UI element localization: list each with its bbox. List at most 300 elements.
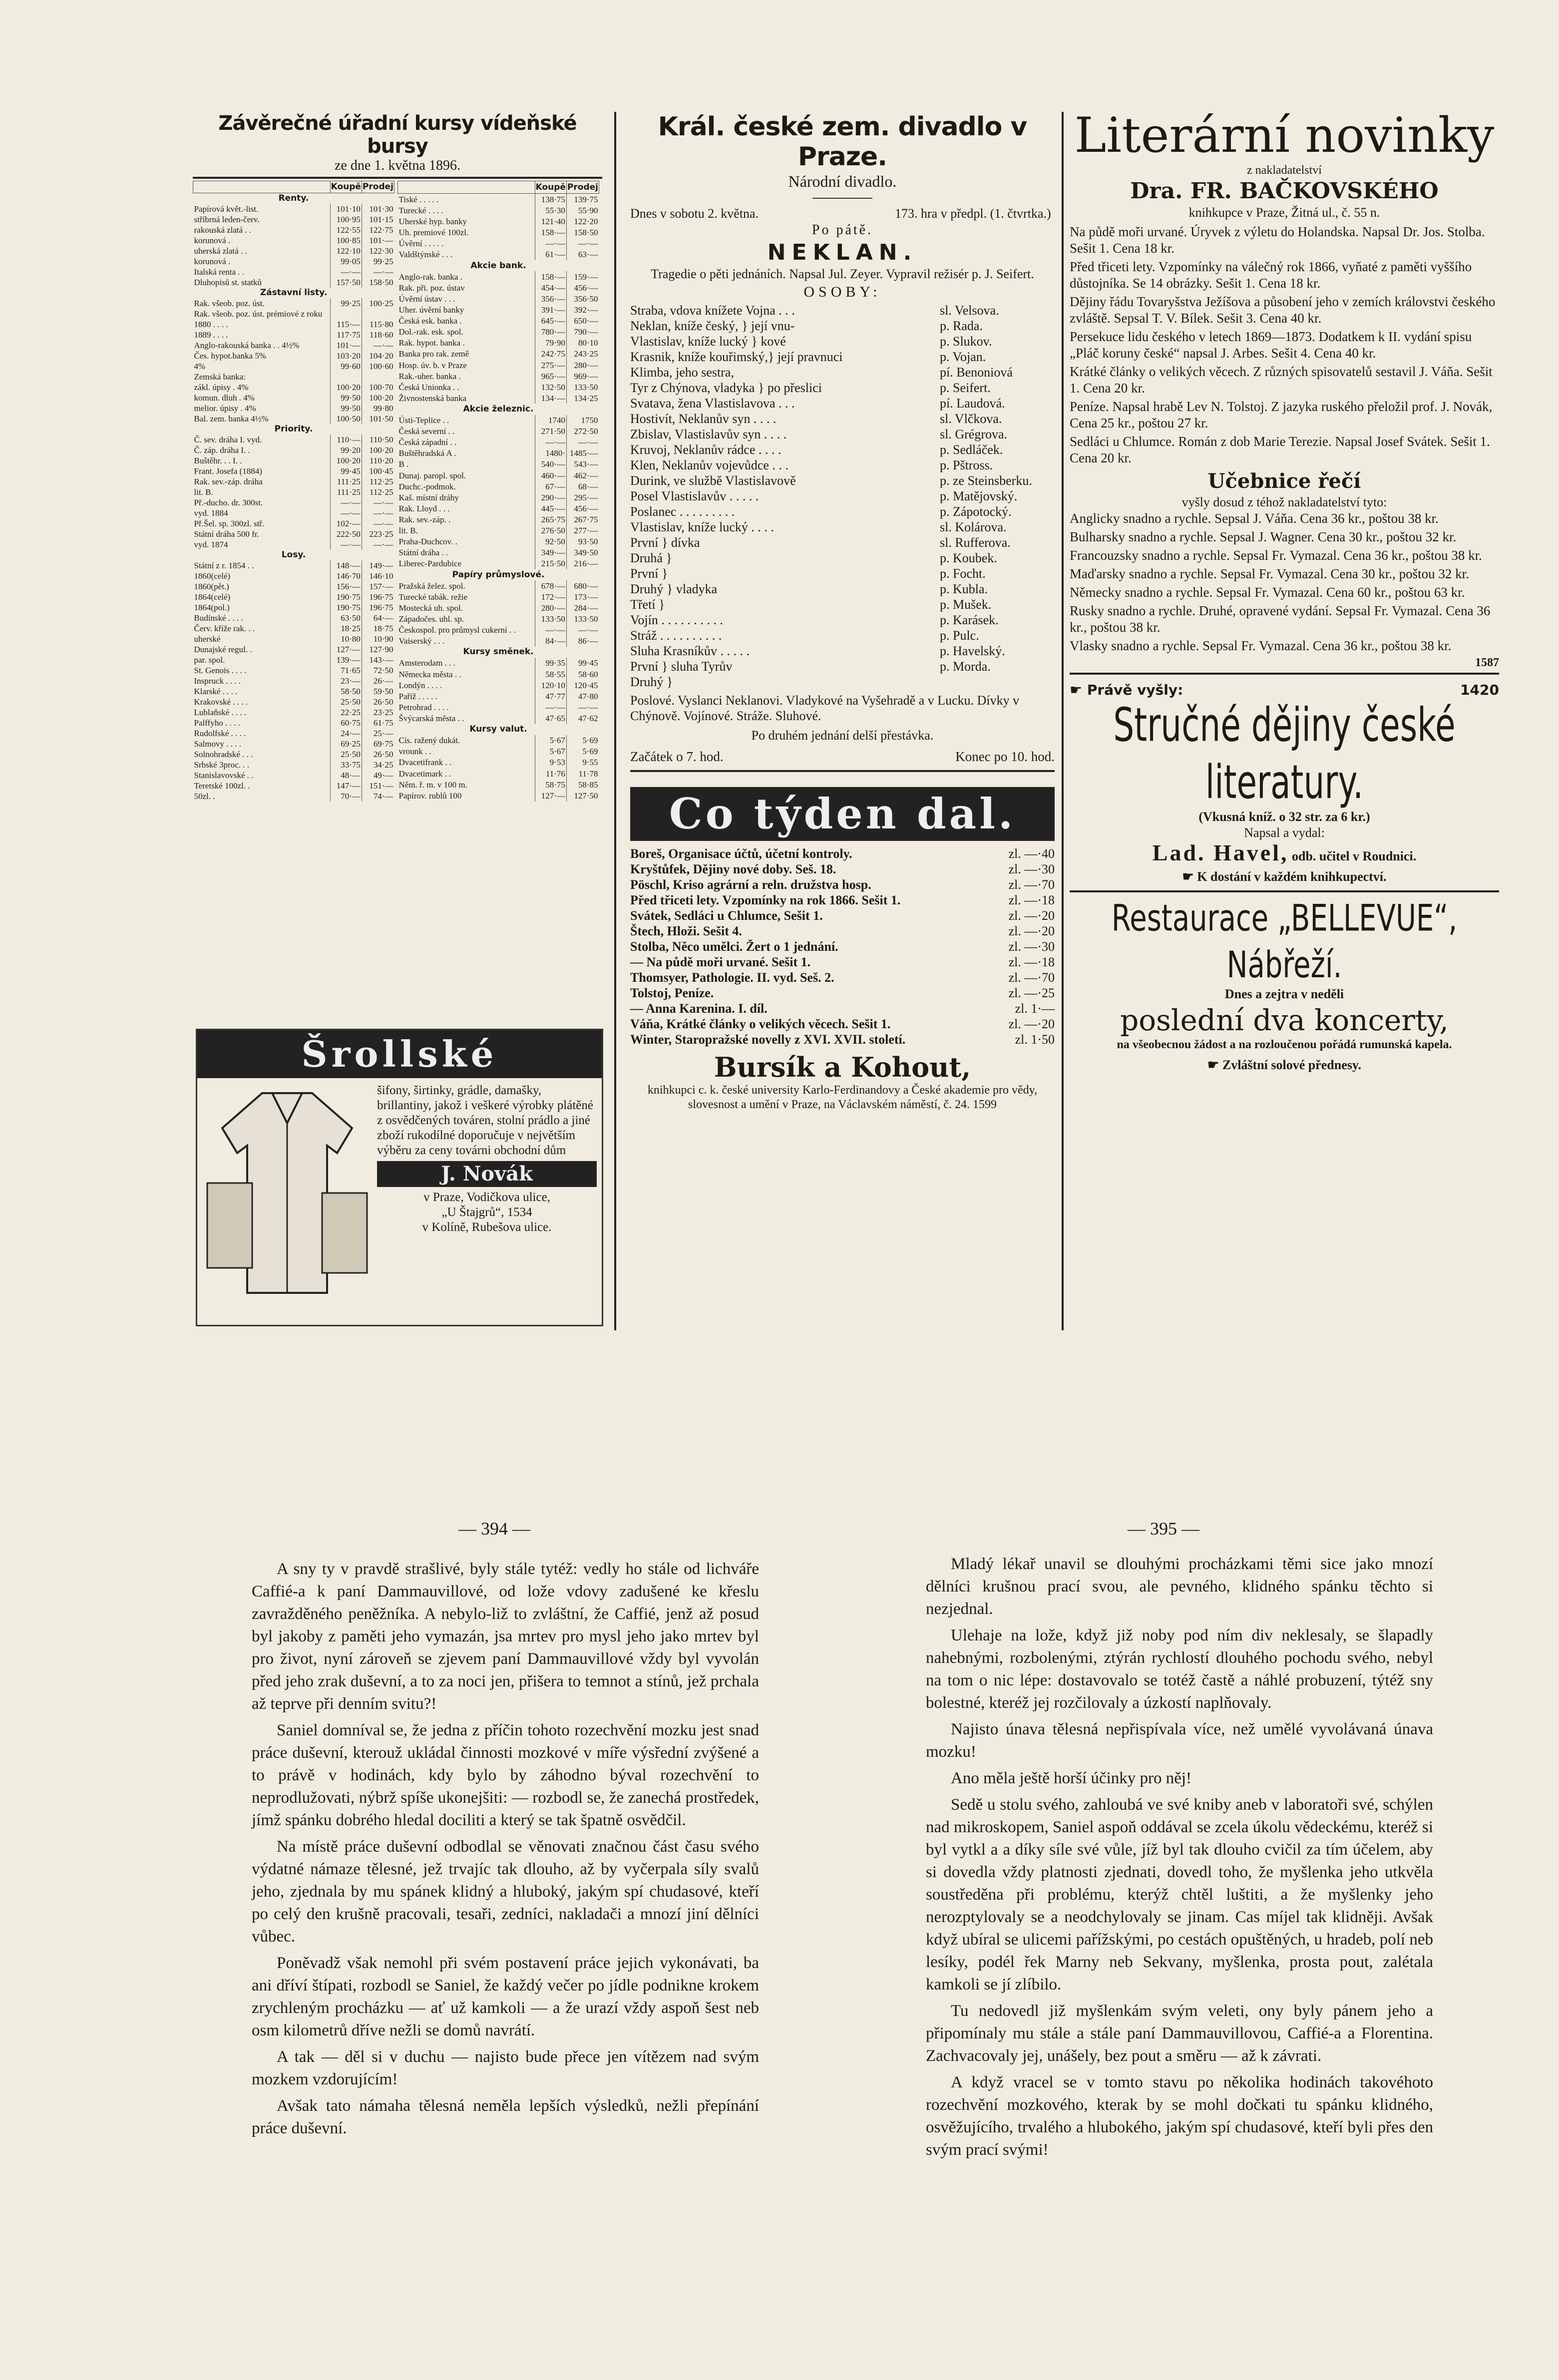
kursy-prodej: 122·75 bbox=[362, 225, 394, 235]
kursy-row bbox=[398, 558, 599, 569]
kursy-row bbox=[193, 749, 394, 760]
kursy-name: vyd. 1884 bbox=[194, 508, 228, 518]
kursy-name: Př.Šel. sp. 300zl. stř. bbox=[194, 519, 265, 528]
week-item-title: — Anna Karenina. I. díl. bbox=[630, 1001, 768, 1016]
kursy-prodej: 216·— bbox=[566, 558, 599, 569]
kursy-name: Německa města . . bbox=[398, 669, 461, 679]
story-paragraph: Najisto únava tělesná nepřispívala více, než umělé vyvolávaná únava mozku! bbox=[926, 1720, 1433, 1761]
story-paragraph: Mladý lékař unavil se dlouhými procházkami těmi sice jako mnozí dělníci krušnou prací svou, ale pevného, klidného spánku těchto si nezjednal. bbox=[926, 1555, 1433, 1618]
pointing-hand-icon-2: ☛ bbox=[1182, 869, 1197, 884]
kursy-prodej: 74·— bbox=[362, 791, 394, 801]
kursy-koupe: 146·70 bbox=[330, 571, 362, 581]
kursy-koupe: —·— bbox=[330, 267, 362, 277]
kursy-row bbox=[398, 205, 599, 216]
kursy-row bbox=[398, 194, 599, 205]
kursy-name: Krakovské . . . . bbox=[194, 697, 248, 707]
theatre-series: Po pátě. bbox=[811, 222, 873, 238]
story-left bbox=[252, 1558, 759, 2144]
story-paragraph: A když vracel se v tomto stavu po několika hodinách takovéhoto rozechvění mozkového, kterak by se mohl dočkati tu spánku klidného, osvěžujícího, trvalého a hlubokého, jakým spí chudasové, kteří byli přes den svým prací svými! bbox=[926, 2073, 1433, 2159]
kursy-prodej: 196·75 bbox=[362, 602, 394, 613]
kursy-name: Uherské hyp. banky bbox=[398, 217, 467, 227]
kursy-koupe: 122·55 bbox=[330, 225, 362, 235]
kursy-koupe: 103·20 bbox=[330, 351, 362, 361]
language-book-item: Maďarsky snadno a rychle. Sepsal Fr. Vymazal. Cena 30 kr., poštou 32 kr. bbox=[1070, 566, 1469, 581]
kursy-koupe: 1480· bbox=[535, 448, 566, 459]
kursy-row bbox=[398, 360, 599, 371]
kursy-prodej: —·— bbox=[362, 340, 394, 351]
kursy-prodej: —·— bbox=[362, 497, 394, 508]
kursy-row bbox=[193, 235, 394, 246]
cast-actor: p. Koubek. bbox=[940, 551, 997, 565]
kursy-prodej: 146·10 bbox=[362, 571, 394, 581]
cast-actor: sl. Velsova. bbox=[940, 303, 999, 318]
kursy-row bbox=[398, 382, 599, 393]
kursy-koupe: 99·05 bbox=[330, 256, 362, 267]
kursy-prodej: 112·25 bbox=[362, 476, 394, 487]
kursy-name: Č. sev. dráha I. vyd. bbox=[194, 435, 262, 444]
kursy-koupe: 99·50 bbox=[330, 393, 362, 403]
kursy-name: Dol.-rak. esk. spol. bbox=[398, 327, 463, 337]
kursy-name: Londýn . . . . bbox=[398, 680, 442, 690]
cast-actor: p. Mušek. bbox=[940, 597, 992, 612]
week-item bbox=[630, 908, 1055, 923]
kursy-koupe: 127·— bbox=[535, 790, 566, 801]
kursy-koupe: 18·25 bbox=[330, 623, 362, 634]
kursy-koupe: 48·— bbox=[330, 770, 362, 781]
kursy-name: 4% bbox=[194, 362, 206, 371]
kursy-prodej: 133·50 bbox=[566, 613, 599, 624]
kursy-name: stříbrná leden-červ. bbox=[194, 215, 260, 224]
kursy-row bbox=[193, 508, 394, 518]
kursy-name: Cís. ražený dukát. bbox=[398, 736, 460, 746]
kursy-name: St. Genois . . . . bbox=[194, 666, 247, 675]
kursy-name: Ústi-Teplice . . bbox=[398, 415, 449, 425]
kursy-name: lit. B. bbox=[398, 526, 418, 536]
kursy-name: 1889 . . . . bbox=[194, 330, 228, 340]
literary-item: Persekuce lidu českého v letech 1869—1873. Dodatkem k II. vydání spisu „Pláč koruny české“ napsal J. Arbes. Sešit 4. Cena 40 kr. bbox=[1070, 329, 1472, 361]
week-item-price: zl. —·20 bbox=[1008, 908, 1055, 923]
kursy-prodej: 356·50 bbox=[566, 293, 599, 304]
kursy-name: Živnostenská banka bbox=[398, 393, 466, 403]
week-item-price: zl. —·70 bbox=[1008, 970, 1055, 985]
kursy-row bbox=[398, 282, 599, 293]
kursy-koupe: 115·— bbox=[330, 319, 362, 330]
kursy-prodej: 100·20 bbox=[362, 393, 394, 403]
kursy-koupe: 540·— bbox=[535, 459, 566, 470]
kursy-koupe: 22·25 bbox=[330, 707, 362, 718]
kursy-prodej: 69·75 bbox=[362, 739, 394, 749]
cast-actor: p. Havelský. bbox=[940, 644, 1005, 658]
kursy-koupe: 265·75 bbox=[535, 514, 566, 525]
kursy-koupe: —·— bbox=[330, 508, 362, 518]
story-paragraph: Ulehaje na lože, když již noby pod ním div neklesaly, se šlapadly nahebnými, rozbolenými, ztýrán rychlostí dlouhého pochodu svého, nebyl na tom o nic lépe: dostavovalo se totéž častě a náhlé probuzení, týtéž sny bolestné, kteréž jej rozčilovaly a úzkostí naplňovaly. bbox=[926, 1626, 1433, 1712]
kursy-koupe: 454·— bbox=[535, 282, 566, 293]
kursy-prodej: 112·25 bbox=[362, 487, 394, 497]
kursy-row bbox=[193, 382, 394, 393]
kursy-row bbox=[398, 636, 599, 647]
kursy-row bbox=[193, 193, 394, 204]
kursy-koupe: 156·— bbox=[330, 581, 362, 592]
bellevue-title: Restaurace „BELLEVUE“, Nábřeží. bbox=[1111, 897, 1458, 987]
kursy-name: Rudolfské . . . . bbox=[194, 729, 246, 738]
cast-actor: p. Pštross. bbox=[940, 458, 993, 472]
kursy-koupe: 70·— bbox=[330, 791, 362, 801]
kursy-name: Petrohrad . . . . bbox=[398, 702, 449, 712]
kursy-row bbox=[398, 536, 599, 547]
kursy-row bbox=[193, 372, 394, 382]
week-item bbox=[630, 1016, 1055, 1032]
kursy-koupe: 99·35 bbox=[535, 658, 566, 669]
week-item-title: Štech, Hloži. Sešit 4. bbox=[630, 924, 742, 938]
bellevue-note: Zvláštní solové přednesy. bbox=[1222, 1058, 1361, 1072]
kursy-koupe: —·— bbox=[535, 238, 566, 249]
week-item-title: Před třiceti lety. Vzpomínky na rok 1866. Sešit 1. bbox=[630, 893, 901, 907]
kursy-name: Státní dráha 500 fr. bbox=[194, 529, 259, 539]
kursy-prodej: 34·25 bbox=[362, 760, 394, 770]
cast-role: Vlastislav, kníže lucký } kové bbox=[630, 334, 786, 349]
kursy-prodej: 456·— bbox=[566, 503, 599, 514]
kursy-name: Rak.-uher. banka . bbox=[398, 371, 461, 381]
kursy-row bbox=[398, 779, 599, 790]
language-book-item: Rusky snadno a rychle. Druhé, opravené vydání. Sepsal Fr. Vymazal. Cena 36 kr., poštou 38 kr. bbox=[1070, 603, 1491, 635]
cast-role: První } sluha Tyrův bbox=[630, 659, 733, 674]
cast-actor: p. Pulc. bbox=[940, 628, 979, 643]
cast-row bbox=[630, 396, 1055, 411]
week-item-price: zl. —·70 bbox=[1008, 877, 1055, 892]
kursy-row bbox=[193, 487, 394, 497]
kursy-row bbox=[398, 437, 599, 448]
kursy-row bbox=[398, 393, 599, 403]
kursy-name: Úvěrní . . . . . bbox=[398, 239, 444, 249]
kursy-row bbox=[193, 529, 394, 539]
kursy-row bbox=[398, 547, 599, 558]
kursy-name: Teretské 100zl. . bbox=[194, 781, 250, 791]
kursy-prodej: 47·62 bbox=[566, 713, 599, 724]
kursy-name: Česká severní . . bbox=[398, 426, 455, 436]
cast-actor: p. ze Steinsberku. bbox=[940, 473, 1032, 488]
kursy-koupe: 99·45 bbox=[330, 466, 362, 476]
kursy-name: 1864(pol.) bbox=[194, 603, 230, 612]
story-paragraph: A tak — děl si v duchu — najisto bude přece jen vítězem nad svým mozkem vzdorujícím! bbox=[252, 2048, 759, 2088]
kursy-koupe: 63·50 bbox=[330, 613, 362, 623]
kursy-koupe: 242·75 bbox=[535, 349, 566, 360]
kursy-koupe: 172·— bbox=[535, 591, 566, 602]
cast-actor: p. Focht. bbox=[940, 566, 986, 581]
cast-row bbox=[630, 334, 1055, 349]
week-item-price: zl. 1·50 bbox=[1015, 1032, 1055, 1047]
page-number-right: — 395 — bbox=[1128, 1519, 1199, 1539]
cast-role: Posel Vlastislavův . . . . . bbox=[630, 489, 759, 503]
week-item-price: zl. —·25 bbox=[1008, 986, 1055, 1000]
kursy-prodej: 26·50 bbox=[362, 697, 394, 707]
kursy-prodej: 284·— bbox=[566, 602, 599, 613]
kursy-prodej: 26·50 bbox=[362, 749, 394, 760]
history-dist: K dostání v každém knihkupectví. bbox=[1197, 869, 1387, 884]
language-book-item: Německy snadno a rychle. Sepsal Fr. Vymazal. Cena 60 kr., poštou 63 kr. bbox=[1070, 585, 1465, 600]
bellevue-when: Dnes a zejtra v neděli bbox=[1224, 987, 1344, 1001]
kursy-koupe: 10·80 bbox=[330, 634, 362, 644]
kursy-name: Paříž . . . . . bbox=[398, 691, 437, 701]
cast-role: Druhý } vladyka bbox=[630, 582, 718, 596]
kursy-name: Čes. hypot.banka 5% bbox=[194, 351, 266, 361]
kursy-row bbox=[398, 260, 599, 271]
kursy-name: Úvěrní ústav . . . bbox=[398, 294, 455, 304]
kursy-row bbox=[398, 647, 599, 658]
kursy-name: rakouská zlatá . . bbox=[194, 225, 252, 235]
kursy-row bbox=[193, 319, 394, 330]
kursy-prodej bbox=[362, 372, 394, 382]
cast-row bbox=[630, 597, 1055, 612]
literary-pub: z nakladatelství bbox=[1247, 164, 1322, 177]
kursy-row bbox=[398, 569, 599, 580]
kursy-prodej: 101·50 bbox=[362, 413, 394, 424]
cast-row bbox=[630, 426, 1055, 442]
kursy-name: melior. úpisy . 4% bbox=[194, 403, 256, 413]
kursy-prodej: 100·25 bbox=[362, 298, 394, 309]
srolliske-firm: J. Novák bbox=[377, 1161, 597, 1187]
literary-item: Před třiceti lety. Vzpomínky na válečný rok 1866, vyňaté z paměti vyššího důstojníka. Se 14 obrázky. Sešit 1. Cena 18 kr. bbox=[1070, 259, 1472, 291]
cast-row bbox=[630, 365, 1055, 380]
kursy-date: ze dne 1. května 1896. bbox=[335, 158, 460, 173]
kursy-koupe: 215·50 bbox=[535, 558, 566, 569]
cast-role: Durink, ve službě Vlastislavově bbox=[630, 473, 796, 488]
kursy-row bbox=[398, 349, 599, 360]
kursy-row bbox=[398, 238, 599, 249]
kursy-koupe: 101·10 bbox=[330, 204, 362, 214]
cast-actor: p. Rada. bbox=[940, 319, 983, 333]
kursy-name: Papírov. rublů 100 bbox=[398, 791, 462, 801]
kursy-prodej: 100·60 bbox=[362, 361, 394, 372]
kursy-prodej: 650·— bbox=[566, 316, 599, 327]
kursy-name: Vaiserský . . . bbox=[398, 636, 445, 646]
kursy-row bbox=[398, 492, 599, 503]
kursy-prodej: 5·69 bbox=[566, 746, 599, 757]
kursy-koupe: 23·— bbox=[330, 676, 362, 686]
kursy-name: par. spol. bbox=[194, 655, 225, 665]
kursy-name: Rak. při. poz. ústav bbox=[398, 283, 465, 293]
kursy-prodej: —·— bbox=[566, 238, 599, 249]
kursy-prodej: 349·50 bbox=[566, 547, 599, 558]
kursy-koupe: 133·50 bbox=[535, 613, 566, 624]
kursy-prodej: 99·25 bbox=[362, 256, 394, 267]
kursy-row bbox=[193, 592, 394, 602]
kursy-row bbox=[193, 298, 394, 309]
kursy-koupe: —·— bbox=[535, 625, 566, 636]
kursy-prodej: 55·90 bbox=[566, 205, 599, 216]
langs-sub: vyšly dosud z téhož nakladatelství tyto: bbox=[1181, 495, 1387, 509]
kursy-row bbox=[398, 415, 599, 426]
kursy-section-title: Akcie bank. bbox=[470, 260, 526, 271]
cast-row bbox=[630, 303, 1055, 318]
kursy-koupe: —·— bbox=[330, 539, 362, 550]
cast-role: Vojín . . . . . . . . . . bbox=[630, 613, 723, 627]
kursy-name: Č. záp. dráha I. . bbox=[194, 445, 250, 455]
kursy-name: Klarské . . . . bbox=[194, 687, 238, 696]
kursy-koupe: 101·— bbox=[330, 340, 362, 351]
kursy-row bbox=[193, 571, 394, 581]
kursy-name: lit. B. bbox=[194, 487, 213, 497]
kursy-koupe: 110·— bbox=[330, 434, 362, 445]
kursy-koupe: 67·— bbox=[535, 481, 566, 492]
kursy-koupe: 99·60 bbox=[330, 361, 362, 372]
cast-role: Zbislav, Vlastislavův syn . . . . bbox=[630, 427, 787, 441]
week-item bbox=[630, 846, 1055, 861]
kursy-row bbox=[193, 424, 394, 434]
kursy-koupe: 190·75 bbox=[330, 602, 362, 613]
kursy-row bbox=[193, 718, 394, 728]
cast-actor: p. Sedláček. bbox=[940, 442, 1003, 457]
literary-item: Na půdě moři urvané. Úryvek z výletu do Holandska. Napsal Dr. Jos. Stolba. Sešit 1. Cena 18 kr. bbox=[1070, 224, 1485, 256]
kursy-koupe bbox=[330, 309, 362, 319]
literary-ref: 1587 bbox=[1475, 656, 1499, 669]
cast-row bbox=[630, 380, 1055, 396]
kursy-row bbox=[398, 724, 599, 735]
kursy-koupe: 71·65 bbox=[330, 665, 362, 676]
story-paragraph: Tu nedovedl již myšlenkám svým veleti, ony byly pánem jeho a připomínaly mu stále a stále paní Dammauvillovou, Caffié-a a Florentina. Zachvacovaly jej, unášely, bez pout a směru — až k závrati. bbox=[926, 2002, 1433, 2065]
kursy-prodej: 127·90 bbox=[362, 644, 394, 655]
theatre-note1: Poslové. Vyslanci Neklanovi. Vladykové na Vyšehradě a v Lucku. Dívky v Chýnově. Vojínové. Stráže. Sluhové. bbox=[630, 693, 1020, 723]
kursy-koupe bbox=[330, 372, 362, 382]
col-koupe-right: Koupě bbox=[535, 181, 566, 194]
kursy-koupe: 460·— bbox=[535, 470, 566, 481]
kursy-row bbox=[398, 371, 599, 382]
kursy-name: Červ. kříže rak. . . bbox=[194, 624, 255, 633]
kursy-prodej: 157·— bbox=[362, 581, 394, 592]
kursy-name: Dunaj. paropl. spol. bbox=[398, 470, 466, 480]
history-sub: (Vkusná kníž. o 32 str. za 6 kr.) bbox=[1198, 809, 1370, 824]
kursy-koupe: 58·55 bbox=[535, 669, 566, 680]
kursy-row bbox=[193, 676, 394, 686]
week-ref: 1599 bbox=[973, 1098, 997, 1111]
kursy-prodej: 158·50 bbox=[362, 277, 394, 288]
literary-item: Dějiny řádu Tovaryšstva Ježíšova a působení jeho v zemích královstvi českého zvláště. Sepsal T. V. Bílek. Sešit 3. Cena 40 kr. bbox=[1070, 294, 1496, 326]
week-title: Co týden dal. bbox=[630, 787, 1055, 841]
cast-role: Krasnik, kníže kouřimský,} její pravnuci bbox=[630, 350, 843, 364]
kursy-koupe: 79·90 bbox=[535, 338, 566, 349]
kursy-name: Státní dráha . . bbox=[398, 548, 448, 558]
kursy-row bbox=[193, 361, 394, 372]
kursy-name: 1864(celé) bbox=[194, 592, 231, 602]
kursy-name: Státní z r. 1854 . . bbox=[194, 561, 254, 570]
kursy-row bbox=[398, 481, 599, 492]
theatre-note2: Po druhém jednání delší přestávka. bbox=[751, 728, 934, 743]
kursy-row bbox=[193, 697, 394, 707]
kursy-row bbox=[193, 225, 394, 235]
kursy-row bbox=[398, 790, 599, 801]
kursy-prodej: —·— bbox=[362, 508, 394, 518]
week-item-title: — Na půdě moři urvané. Sešit 1. bbox=[630, 955, 811, 969]
kursy-prodej: 104·20 bbox=[362, 351, 394, 361]
kursy-name: 1860(celé) bbox=[194, 571, 231, 581]
kursy-name: Praha-Duchcov. . bbox=[398, 537, 457, 547]
kursy-name: Rak. všeob. poz. úst. prémiové z roku bbox=[194, 309, 323, 319]
language-book-item: Anglicky snadno a rychle. Sepsal J. Váňa. Cena 36 kr., poštou 38 kr. bbox=[1070, 511, 1439, 526]
kursy-prodej: 80·10 bbox=[566, 338, 599, 349]
kursy-name: korunová . bbox=[194, 257, 231, 266]
week-item bbox=[630, 939, 1055, 954]
kursy-prodej: 63·— bbox=[566, 249, 599, 260]
kursy-koupe: 47·77 bbox=[535, 691, 566, 702]
cast-role: První } dívka bbox=[630, 535, 700, 550]
kursy-prodej: 72·50 bbox=[362, 665, 394, 676]
kursy-row bbox=[398, 746, 599, 757]
kursy-name: Rak. všeob. poz. úst. bbox=[194, 299, 265, 308]
kursy-koupe: 356·— bbox=[535, 293, 566, 304]
kursy-prodej bbox=[362, 309, 394, 319]
week-item-price: zl. —·40 bbox=[1008, 846, 1055, 861]
cast-row bbox=[630, 318, 1055, 334]
cast-actor: p. Zápotocký. bbox=[940, 504, 1012, 519]
kursy-prodej: 101·— bbox=[362, 235, 394, 246]
cast-row bbox=[630, 581, 1055, 597]
kursy-row bbox=[193, 445, 394, 455]
col-koupe: Koupě bbox=[330, 181, 362, 193]
kursy-koupe: 25·50 bbox=[330, 749, 362, 760]
cast-role: Tyr z Chýnova, vladyka } po přeslici bbox=[630, 381, 822, 395]
literary-item: Krátké články o velikých věcech. Z různých spisovatelů sestavil J. Váňa. Sešit 1. Cena 20 kr. bbox=[1070, 364, 1493, 396]
kursy-row bbox=[193, 393, 394, 403]
theatre-column bbox=[630, 112, 1055, 1112]
kursy-koupe: 58·50 bbox=[330, 686, 362, 697]
kursy-prodej: —·— bbox=[362, 518, 394, 529]
story-paragraph: Na místě práce duševní odbodlal se věnovati značnou část času svého výdatné námaze tělesné, jež trvajíc tak dlouho, až by vyčerpala síly svalů jeho, zjednala by mu spánek klidný a hluboký, jakým spí chudasové, kteří po celý den krušně pracovali, tesaři, zedníci, nakladači a mnozí jiní dělníci vůbec. bbox=[252, 1838, 759, 1946]
week-item-title: Svátek, Sedláci u Chlumce, Sešit 1. bbox=[630, 908, 823, 923]
kursy-row bbox=[193, 204, 394, 214]
kursy-name: Zemská banka: bbox=[194, 372, 246, 382]
kursy-title: Závěrečné úřadní kursy vídeňské bursy bbox=[218, 112, 577, 158]
week-item bbox=[630, 985, 1055, 1001]
kursy-name: Bal. zem. banka 4½% bbox=[194, 414, 269, 423]
kursy-name: Duchc.-podmok. bbox=[398, 481, 456, 491]
cast-row bbox=[630, 659, 1055, 674]
week-item-title: Winter, Staropražské novelly z XVI. XVII. století. bbox=[630, 1032, 906, 1047]
kursy-row bbox=[398, 591, 599, 602]
kursy-koupe: 84·— bbox=[535, 636, 566, 647]
kursy-column bbox=[193, 112, 602, 801]
kursy-name: Rak. Lloyd . . . bbox=[398, 503, 450, 513]
kursy-koupe: 92·50 bbox=[535, 536, 566, 547]
kursy-row bbox=[398, 216, 599, 227]
kursy-name: Valdštýnské . . . bbox=[398, 250, 453, 260]
literary-column bbox=[1070, 108, 1499, 1075]
kursy-row bbox=[193, 644, 394, 655]
kursy-koupe: 122·10 bbox=[330, 246, 362, 256]
kursy-row bbox=[398, 658, 599, 669]
cast-row bbox=[630, 535, 1055, 550]
kursy-name: Srbské 3proc. . . bbox=[194, 760, 249, 770]
literary-address: knihkupce v Praze, Žitná ul., č. 55 n. bbox=[1188, 205, 1380, 220]
kursy-koupe: 5·67 bbox=[535, 746, 566, 757]
pointing-hand-icon: ☛ bbox=[1070, 682, 1087, 698]
cast-row bbox=[630, 473, 1055, 488]
kursy-koupe: 275·— bbox=[535, 360, 566, 371]
kursy-prodej: 25·— bbox=[362, 728, 394, 739]
kursy-row bbox=[193, 413, 394, 424]
kursy-row bbox=[398, 304, 599, 315]
theatre-date: Dnes v sobotu 2. května. bbox=[630, 206, 759, 221]
cast-row bbox=[630, 519, 1055, 535]
kursy-row bbox=[398, 580, 599, 591]
kursy-prodej: 100·45 bbox=[362, 466, 394, 476]
kursy-prodej: 10·90 bbox=[362, 634, 394, 644]
kursy-prodej: 99·45 bbox=[566, 658, 599, 669]
kursy-name: Rak. sev.-záp. dráha bbox=[194, 477, 263, 486]
kursy-section-title: Zástavní listy. bbox=[260, 288, 328, 298]
cast-role: Vlastislav, kníže lucký . . . . bbox=[630, 520, 774, 534]
cast-role: Sluha Krasníkův . . . . . bbox=[630, 644, 750, 658]
kursy-prodej: 280·— bbox=[566, 360, 599, 371]
literary-title: Literární novinky bbox=[1074, 107, 1495, 163]
